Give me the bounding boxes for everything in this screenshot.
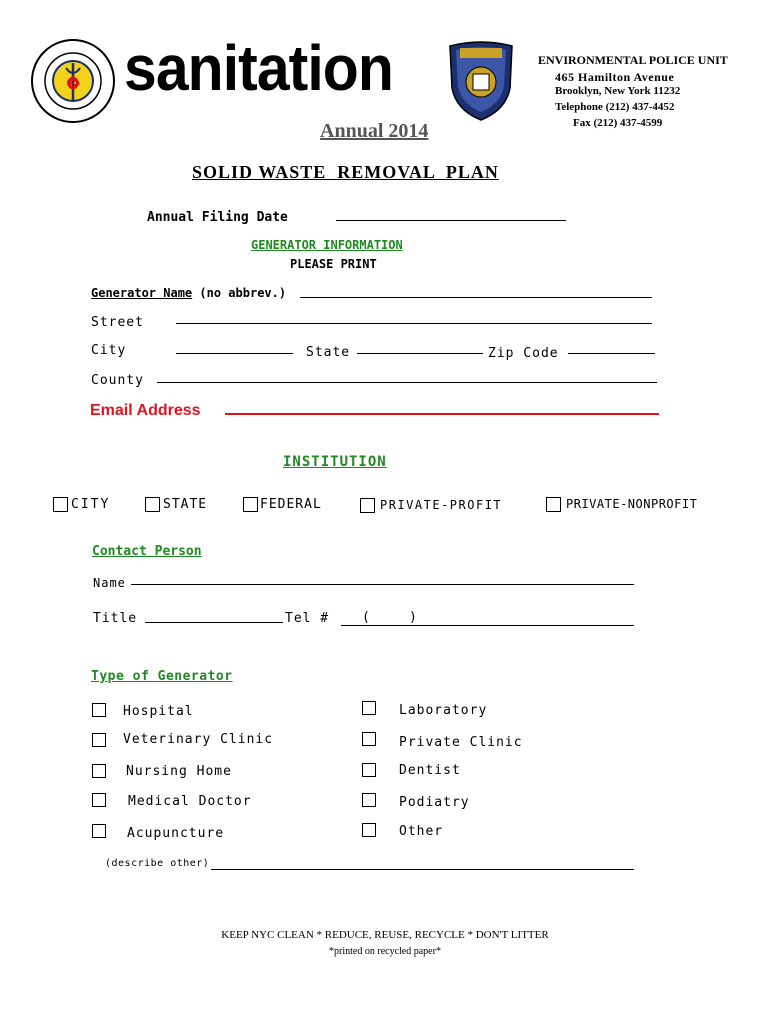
year-title: Annual 2014: [320, 120, 429, 142]
state-field[interactable]: [357, 353, 483, 354]
type-podiatry-checkbox[interactable]: [362, 793, 376, 807]
county-field[interactable]: [157, 382, 657, 383]
state-label: State: [306, 345, 351, 360]
contact-title-label: Title: [93, 611, 138, 626]
type-other-label: Other: [399, 824, 444, 839]
type-medical-doctor-label: Medical Doctor: [128, 794, 252, 809]
filing-date-label: Annual Filing Date: [147, 210, 288, 225]
street-label: Street: [91, 315, 144, 330]
tel-area-code: ( ): [362, 610, 417, 625]
sanitation-wordmark: sanitation: [124, 32, 393, 104]
generator-type-heading: Type of Generator: [91, 669, 233, 684]
generator-name-field[interactable]: [300, 297, 652, 298]
type-nursing-home-checkbox[interactable]: [92, 764, 106, 778]
contact-name-label: Name: [93, 576, 126, 590]
institution-private-profit-label: PRIVATE-PROFIT: [380, 498, 503, 512]
institution-private-nonprofit-checkbox[interactable]: [546, 497, 561, 512]
city-field[interactable]: [176, 353, 293, 354]
type-hospital-checkbox[interactable]: [92, 703, 106, 717]
unit-telephone: Telephone (212) 437-4452: [555, 101, 675, 113]
street-field[interactable]: [176, 323, 652, 324]
footer-recycled-note: *printed on recycled paper*: [329, 946, 441, 957]
type-nursing-home-label: Nursing Home: [126, 764, 232, 779]
type-dentist-checkbox[interactable]: [362, 763, 376, 777]
describe-other-field[interactable]: [211, 869, 634, 870]
generator-info-heading: GENERATOR INFORMATION: [251, 238, 403, 252]
tel-field[interactable]: [341, 625, 634, 626]
type-acupuncture-label: Acupuncture: [127, 826, 225, 841]
institution-city-checkbox[interactable]: [53, 497, 68, 512]
type-laboratory-label: Laboratory: [399, 703, 488, 718]
unit-name: ENVIRONMENTAL POLICE UNIT: [538, 53, 728, 67]
institution-private-profit-checkbox[interactable]: [360, 498, 375, 513]
type-other-checkbox[interactable]: [362, 823, 376, 837]
describe-other-label: (describe other): [105, 858, 210, 869]
footer-slogan: KEEP NYC CLEAN * REDUCE, REUSE, RECYCLE * DON'T LITTER: [221, 929, 549, 941]
institution-federal-label: FEDERAL: [260, 497, 322, 512]
zip-code-field[interactable]: [568, 353, 655, 354]
unit-address-city: Brooklyn, New York 11232: [555, 85, 681, 97]
no-abbrev-note: (no abbrev.): [199, 286, 287, 300]
type-veterinary-clinic-label: Veterinary Clinic: [123, 732, 274, 747]
type-dentist-label: Dentist: [399, 763, 461, 778]
zip-code-label: Zip Code: [488, 346, 559, 361]
generator-name-label: [91, 286, 286, 300]
institution-state-label: STATE: [163, 497, 208, 512]
type-medical-doctor-checkbox[interactable]: [92, 793, 106, 807]
type-laboratory-checkbox[interactable]: [362, 701, 376, 715]
email-address-field[interactable]: [225, 413, 659, 415]
type-podiatry-label: Podiatry: [399, 795, 470, 810]
type-acupuncture-checkbox[interactable]: [92, 824, 106, 838]
institution-city-label: CITY: [71, 497, 111, 512]
filing-date-field[interactable]: [336, 220, 566, 221]
county-label: County: [91, 373, 144, 388]
unit-address-street: 465 Hamilton Avenue: [555, 70, 675, 84]
email-address-label: Email Address: [90, 402, 201, 419]
type-hospital-label: Hospital: [123, 704, 194, 719]
generator-name-text: Generator Name: [91, 286, 193, 300]
institution-federal-checkbox[interactable]: [243, 497, 258, 512]
svg-text:S: S: [68, 76, 78, 92]
form-title: SOLID WASTE REMOVAL PLAN: [192, 162, 499, 182]
type-veterinary-clinic-checkbox[interactable]: [92, 733, 106, 747]
type-private-clinic-label: Private Clinic: [399, 735, 523, 750]
environmental-police-shield: [446, 38, 516, 122]
contact-name-field[interactable]: [131, 584, 634, 585]
dsny-seal: [30, 38, 116, 124]
type-private-clinic-checkbox[interactable]: [362, 732, 376, 746]
institution-heading: INSTITUTION: [283, 454, 387, 470]
tel-label: Tel #: [285, 611, 330, 626]
contact-person-heading: Contact Person: [92, 544, 202, 559]
institution-private-nonprofit-label: PRIVATE-NONPROFIT: [566, 497, 698, 511]
unit-fax: Fax (212) 437-4599: [573, 117, 663, 129]
please-print-note: PLEASE PRINT: [290, 257, 377, 271]
city-label: City: [91, 343, 127, 358]
institution-state-checkbox[interactable]: [145, 497, 160, 512]
contact-title-field[interactable]: [145, 622, 283, 623]
